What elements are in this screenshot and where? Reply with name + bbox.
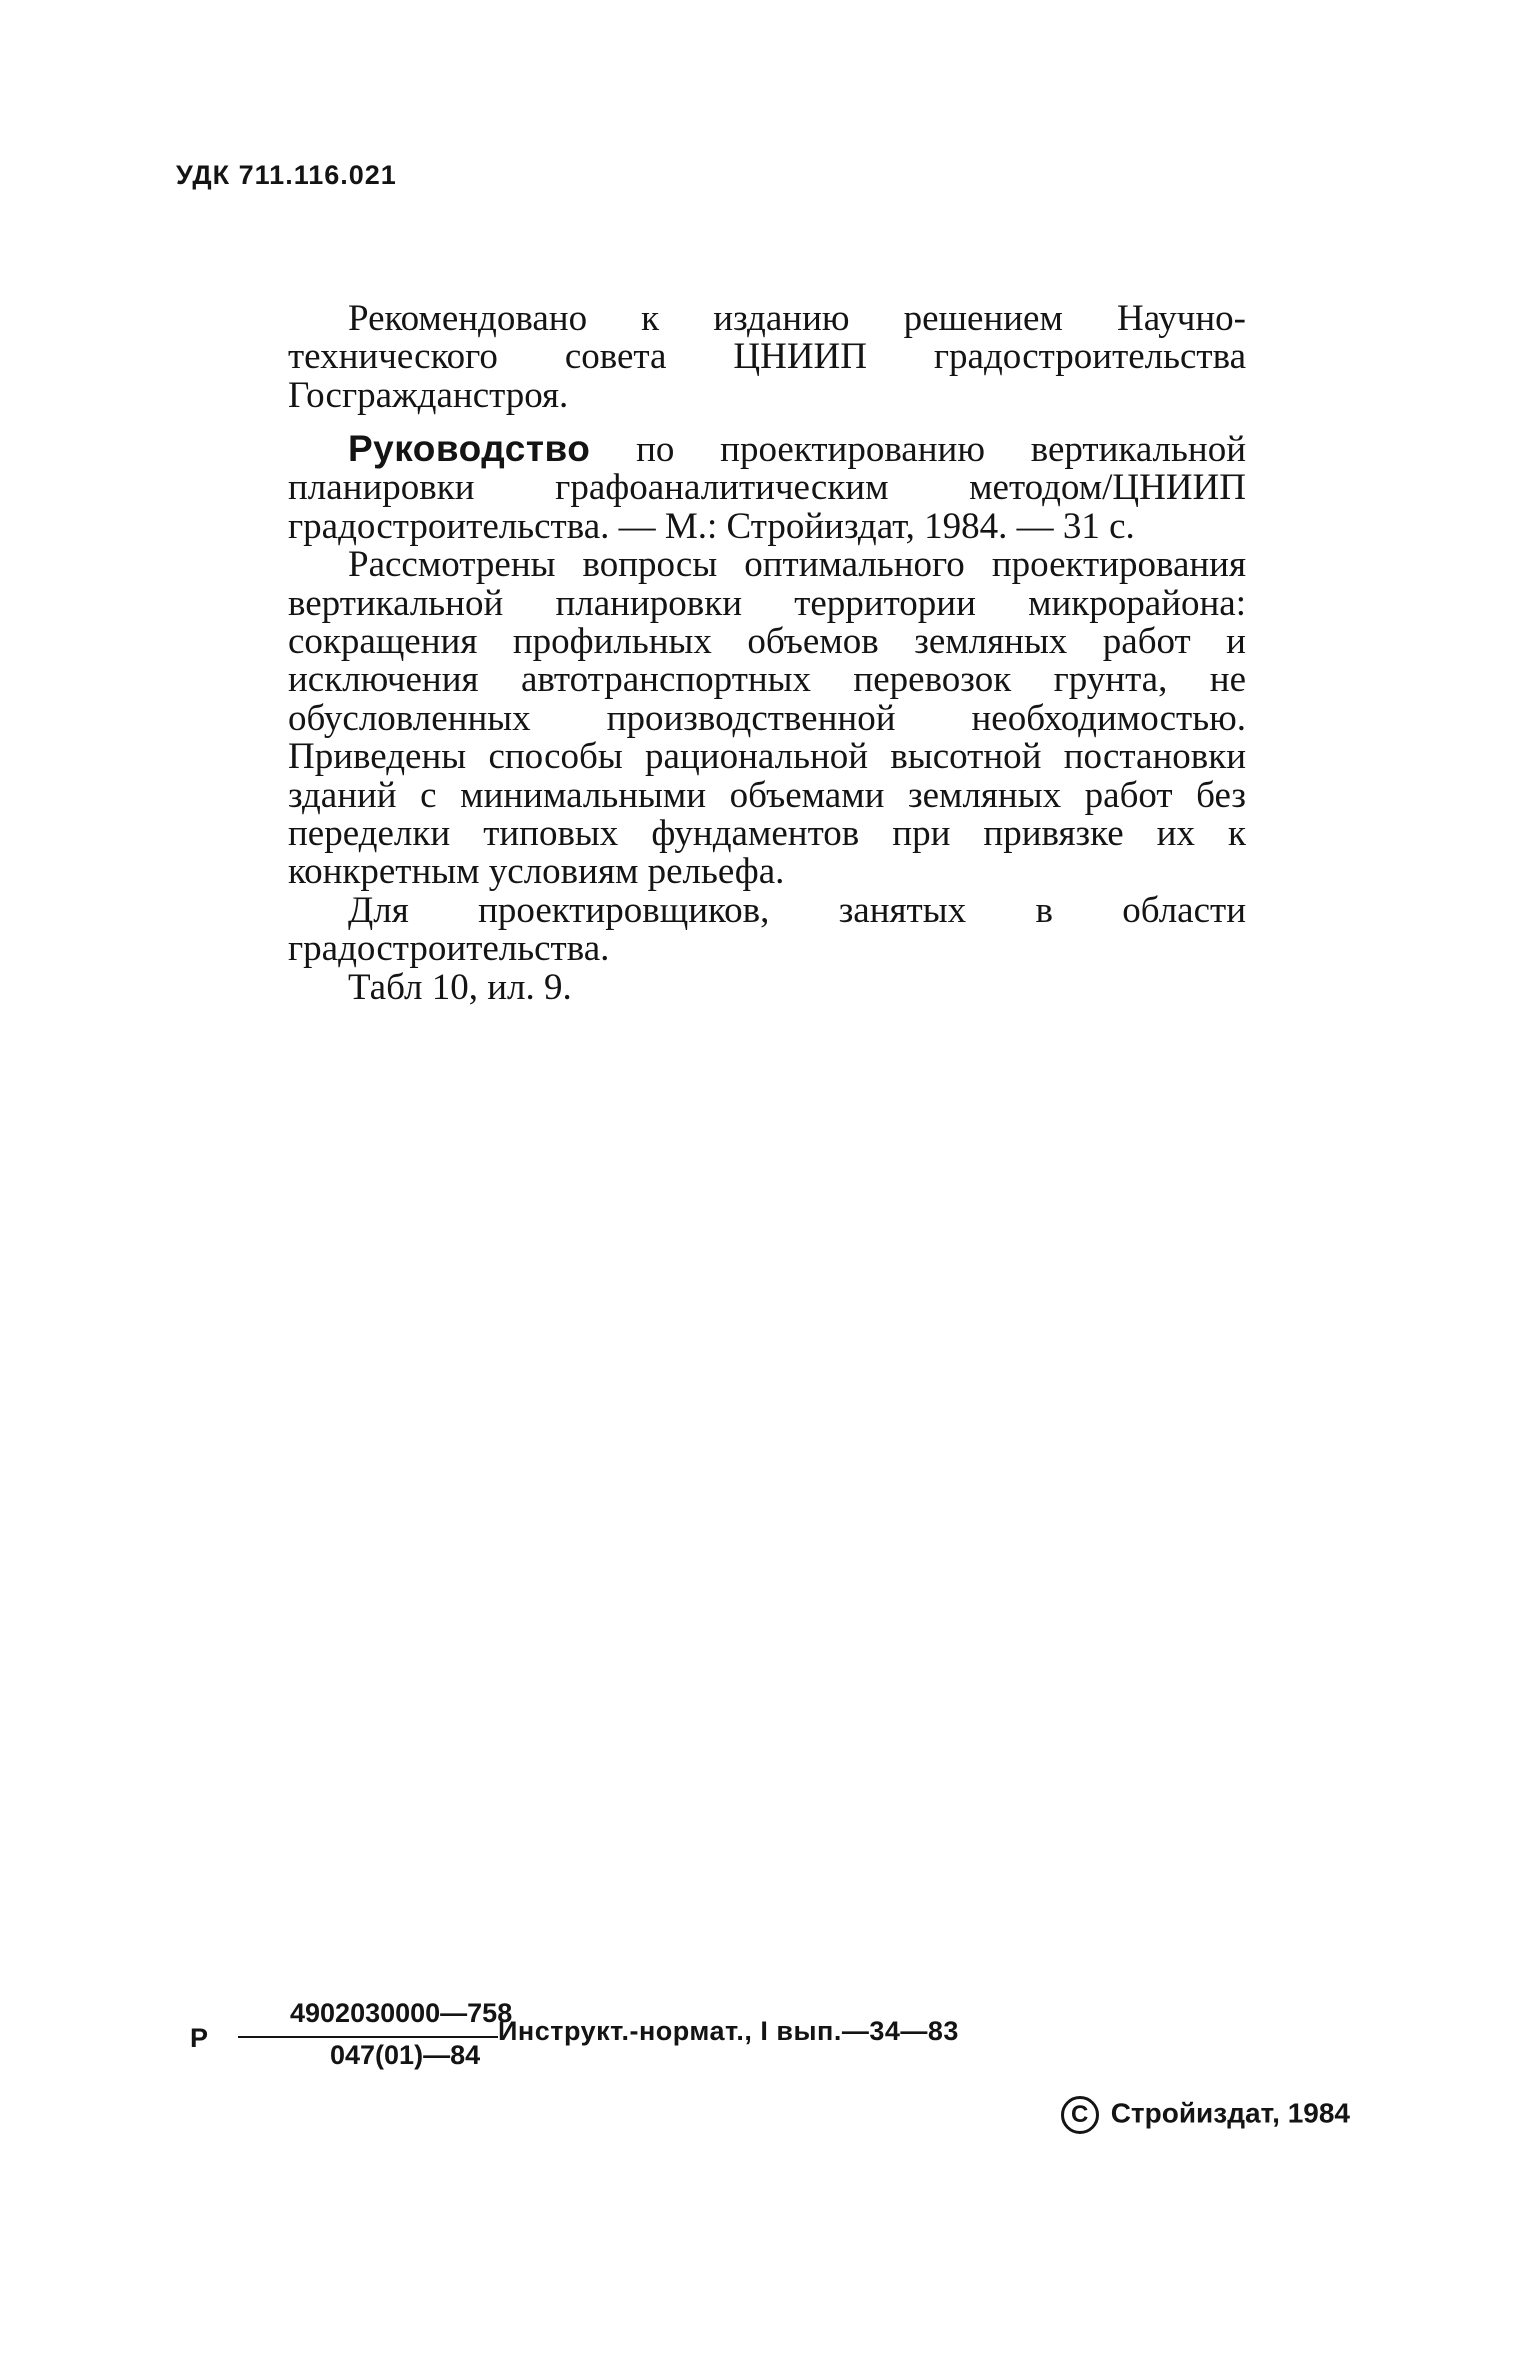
copyright-line — [1061, 2096, 1350, 2134]
copyright-icon: C — [1061, 2096, 1099, 2134]
tables-illustrations-count: Табл 10, ил. 9. — [348, 966, 572, 1008]
citation-title: Руководство — [348, 428, 591, 469]
recommendation-note: Рекомендовано к изданию решением Научно-технического совета ЦНИИП градостроительства Госгражданстроя. — [288, 298, 1246, 416]
publisher-imprint-code — [190, 1998, 1040, 2088]
imprint-numerator: 4902030000—758 — [290, 1998, 513, 2028]
imprint-letter: Р — [190, 2023, 209, 2053]
citation — [288, 430, 1246, 546]
abstract-text: Рассмотрены вопросы оптимального проектирования вертикальной планировки территории микрорайона: сокращения профильных объемов земляных работ и исключения автотранспортных перевозок грунта, не обусловленных производственной необходимостью. Приведены способы рациональной высотной постановки зданий с минимальными объемами земляных работ без переделки типовых фундаментов при привязке их к конкретным условиям рельефа. — [288, 544, 1246, 893]
fraction-bar — [238, 2036, 498, 2038]
bibliographic-abstract — [288, 430, 1246, 1007]
copyright-text: Стройиздат, 1984 — [1110, 2097, 1350, 2129]
audience-note: Для проектировщиков, занятых в области градостроительства. — [288, 889, 1246, 970]
imprint-series: Инструкт.-нормат., I вып.—34—83 — [498, 2016, 959, 2046]
imprint-denominator: 047(01)—84 — [330, 2040, 481, 2070]
citation-details: по проектированию вертикальной планировки графоаналитическим методом/ЦНИИП градостроительства. — М.: Стройиздат, 1984. — 31 с. — [288, 429, 1246, 547]
udk-code: УДК 711.116.021 — [176, 160, 397, 190]
